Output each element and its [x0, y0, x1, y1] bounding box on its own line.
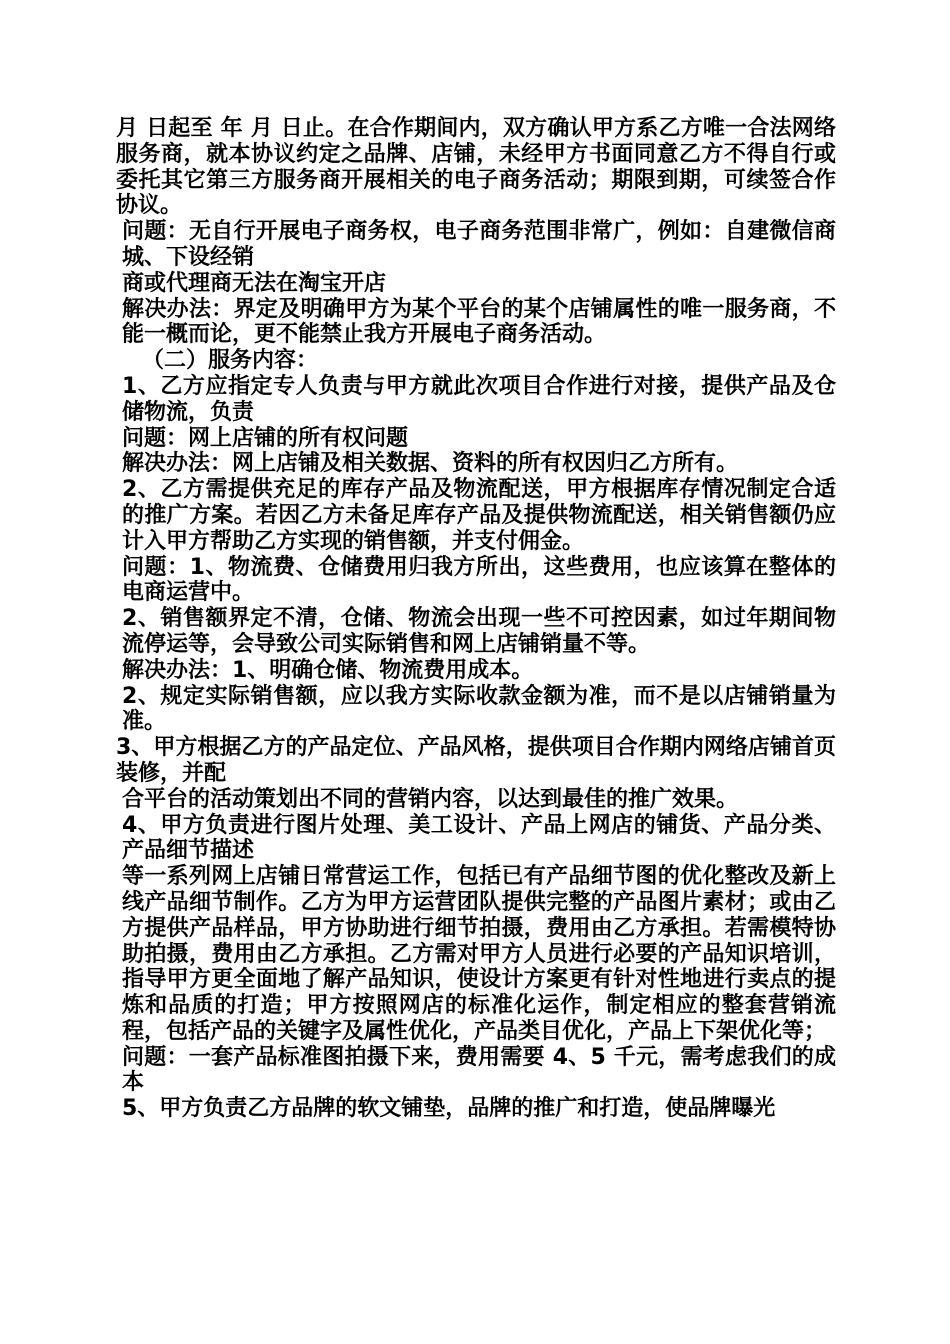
- paragraph-cooperation-period: 月 日起至 年 月 日止。在合作期间内，双方确认甲方系乙方唯一合法网络服务商，就本协议约定之品牌、店铺，未经甲方书面同意乙方不得自行或委托其它第三方服务商开展相关的电子商务活动；期限到期，可续签合作协议。: [116, 116, 836, 219]
- paragraph-issue-logistics-cost: 问题：1、物流费、仓储费用归我方所出，这些费用，也应该算在整体的电商运营中。: [122, 554, 836, 606]
- paragraph-issue-photo-cost: 问题：一套产品标准图拍摄下来，费用需要 4、5 千元，需考虑我们的成本: [122, 1044, 836, 1096]
- paragraph-item-4-cont: 等一系列网上店铺日常营运工作，包括已有产品细节图的优化整改及新上线产品细节制作。乙方为甲方运营团队提供完整的产品图片素材；或由乙方提供产品样品，甲方协助进行细节拍摄，费用由乙方承担。若需模特协助拍摄，费用由乙方承担。乙方需对甲方人员进行必要的产品知识培训，指导甲方更全面地了解产品知识，使设计方案更有针对性地进行卖点的提炼和品质的打造；甲方按照网店的标准化运作，制定相应的整套营销流程，包括产品的关键字及属性优化，产品类目优化，产品上下架优化等；: [122, 864, 836, 1044]
- paragraph-solution-exclusive-provider: 解决办法：界定及明确甲方为某个平台的某个店铺属性的唯一服务商，不能一概而论，更不能禁止我方开展电子商务活动。: [122, 296, 836, 348]
- document-body: [116, 116, 836, 1122]
- paragraph-item-5: 5、甲方负责乙方品牌的软文铺垫，品牌的推广和打造，使品牌曝光: [122, 1096, 776, 1122]
- paragraph-item-4: 4、甲方负责进行图片处理、美工设计、产品上网店的铺货、产品分类、产品细节描述: [122, 812, 836, 864]
- paragraph-issue-ecommerce-rights-cont: 商或代理商无法在淘宝开店: [122, 270, 387, 296]
- paragraph-item-3-cont: 合平台的活动策划出不同的营销内容，以达到最佳的推广效果。: [122, 786, 739, 812]
- paragraph-solution-store-ownership: 解决办法：网上店铺及相关数据、资料的所有权因归乙方所有。: [122, 451, 739, 477]
- paragraph-issue-ecommerce-rights: 问题：无自行开展电子商务权，电子商务范围非常广，例如：自建微信商城、下设经销: [122, 219, 836, 270]
- paragraph-issue-sales-definition: 2、销售额界定不清，仓储、物流会出现一些不可控因素，如过年期间物流停运等，会导致公司实际销售和网上店铺销量不等。: [122, 606, 836, 657]
- paragraph-item-2: 2、乙方需提供充足的库存产品及物流配送，甲方根据库存情况制定合适的推广方案。若因乙方未备足库存产品及提供物流配送，相关销售额仍应计入甲方帮助乙方实现的销售额，并支付佣金。: [122, 477, 836, 554]
- paragraph-solution-sales-definition: 2、规定实际销售额，应以我方实际收款金额为准，而不是以店铺销量为准。: [122, 683, 836, 735]
- paragraph-item-3: 3、甲方根据乙方的产品定位、产品风格，提供项目合作期内网络店铺首页装修，并配: [116, 735, 836, 786]
- paragraph-item-1: 1、乙方应指定专人负责与甲方就此次项目合作进行对接，提供产品及仓储物流，负责: [122, 373, 836, 425]
- section-heading-service-content: （二）服务内容：: [142, 348, 319, 374]
- paragraph-solution-logistics-cost: 解决办法：1、明确仓储、物流费用成本。: [122, 657, 534, 683]
- paragraph-issue-store-ownership: 问题：网上店铺的所有权问题: [122, 425, 409, 451]
